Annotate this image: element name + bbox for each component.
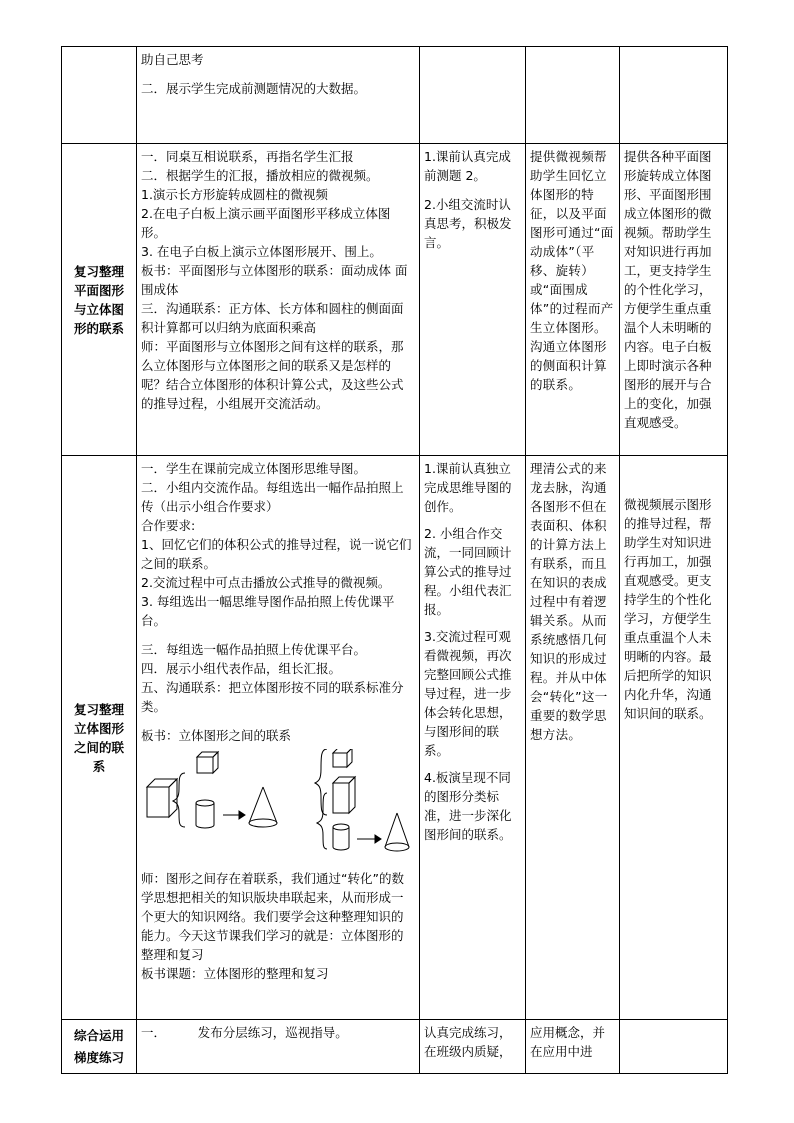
- design-intent-cell: [526, 1020, 620, 1074]
- teacher-activity-cell: [137, 47, 420, 144]
- text-line: 提供微视频帮助学生回忆立体图形的特征，以及平面图形可通过“面动成体”（平移、旋转）或“面围成体”的过程而产生立体图形。沟通立体图形的侧面积计算的联系。: [530, 149, 614, 392]
- text-line: 二．展示学生完成前测题情况的大数据。: [141, 81, 367, 96]
- text-line: 1、回忆它们的体积公式的推导过程，说一说它们之间的联系。: [141, 537, 412, 571]
- text-line: 3.交流过程可观看微视频，再次完整回顾公式推导过程，进一步体会转化思想，与图形间的联系。: [424, 629, 512, 758]
- teacher-activity-cell: [137, 456, 420, 1020]
- design-intent-cell: [526, 456, 620, 1020]
- text-line: 板书：立体图形之间的联系: [141, 728, 292, 743]
- stage-cell: [62, 1020, 137, 1074]
- bracket-shape: [317, 793, 327, 849]
- solid-shapes-diagram: [141, 749, 415, 869]
- table-row: [62, 1020, 728, 1074]
- text-line: 2. 小组合作交流，一同回顾计算公式的推导过程。小组代表汇报。: [424, 526, 512, 617]
- table-row: [62, 47, 728, 144]
- teacher-activity-cell: [137, 144, 420, 456]
- stage-title-line: 梯度练习: [73, 1049, 124, 1065]
- bracket-shape: [315, 749, 327, 815]
- cube-shape: [333, 749, 352, 767]
- text-line: 理清公式的来龙去脉，沟通各图形不但在表面积、体积的计算方法上有联系，而且在知识的表成过程中有着逻辑关系。从而系统感悟几何知识的形成过程。并从中体会“转化”这一重要的数学思想方法。: [530, 461, 608, 742]
- solid-shapes-svg: [141, 749, 415, 869]
- text-line: 1.课前认真独立完成思维导图的创作。: [424, 461, 512, 514]
- cone-shape: [385, 813, 409, 851]
- cuboid-shape: [147, 779, 177, 817]
- cylinder-shape: [196, 800, 214, 828]
- design-intent-cell: [526, 144, 620, 456]
- text-line: 板书：平面图形与立体图形的联系：面动成体 面围成体: [141, 263, 408, 297]
- text-line: 4.板演呈现不同的图形分类标准，进一步深化图形间的联系。: [424, 770, 512, 842]
- teacher-activity-cell: [137, 1020, 420, 1074]
- text-line: 四．展示小组代表作品，组长汇报。: [141, 661, 342, 676]
- text-line: 提供各种平面图形旋转成立体图形、平面图形围成立体图形的微视频。帮助学生对知识进行再加工，更支持学生的个性化学习，方便学生重点重温个人未明晰的内容。电子白板上即时演示各种图形的展开与合上的变化，加强直观感受。: [624, 149, 712, 430]
- text-line: 师：平面图形与立体图形之间有这样的联系，那么立体图形与立体图形之间的联系又是怎样的呢？结合立体图形的体积计算公式，及这些公式的推导过程，小组展开交流活动。: [141, 339, 404, 411]
- stage-title-line: 复习整理: [73, 701, 124, 717]
- resource-cell: [620, 47, 728, 144]
- stage-title-line: 之间的联: [73, 739, 124, 755]
- text-line: 2.在电子白板上演示画平面图形平移成立体图形。: [141, 206, 391, 240]
- student-activity-cell: [420, 1020, 526, 1074]
- text-line: 三．沟通联系：正方体、长方体和圆柱的侧面面积计算都可以归纳为底面积乘高: [141, 301, 404, 335]
- stage-title-line: 复习整理: [73, 263, 124, 279]
- arrow-shape: [357, 835, 381, 843]
- text-line: 一．同桌互相说联系，再指名学生汇报: [141, 149, 354, 164]
- student-activity-cell: [420, 456, 526, 1020]
- text-line: 1.演示长方形旋转成圆柱的微视频: [141, 187, 328, 202]
- resource-cell: [620, 1020, 728, 1074]
- table-row: [62, 144, 728, 456]
- table-row: [62, 456, 728, 1020]
- design-intent-cell: [526, 47, 620, 144]
- text-line: 3. 在电子白板上演示立体图形展开、围上。: [141, 244, 382, 259]
- text-line: 应用概念，并在应用中进: [530, 1025, 606, 1059]
- stage-title-line: 形的联系: [73, 320, 124, 336]
- text-line: 三．每组选一幅作品拍照上传优课平台。: [141, 642, 367, 657]
- resource-cell: [620, 456, 728, 1020]
- resource-cell: [620, 144, 728, 456]
- text-line: 一．学生在课前完成立体图形思维导图。: [141, 461, 367, 476]
- cuboid-shape: [333, 777, 355, 813]
- text-line: 3. 每组选出一幅思维导图作品拍照上传优课平台。: [141, 594, 395, 628]
- stage-cell: [62, 47, 137, 144]
- text-line: 五、沟通联系：把立体图形按不同的联系标准分类。: [141, 680, 404, 714]
- text-line: 助自己思考: [141, 52, 204, 67]
- text-line: 板书课题：立体图形的整理和复习: [141, 966, 329, 981]
- text-line: 师：图形之间存在着联系，我们通过“转化”的数学思想把相关的知识版块串联起来，从而形成一个更大的知识网络。我们要学会这种整理知识的能力。今天这节课我们学习的就是：立体图形的整理和复习: [141, 871, 404, 962]
- text-line: 一． 发布分层练习，巡视指导。: [141, 1025, 348, 1040]
- stage-title-line: 立体图形: [73, 720, 124, 736]
- lesson-plan-table: [61, 46, 728, 1074]
- stage-title-line: 平面图形: [73, 282, 124, 298]
- text-line: 2.交流过程中可点击播放公式推导的微视频。: [141, 575, 391, 590]
- stage-title-line: 综合运用: [73, 1027, 124, 1043]
- text-line: 微视频展示图形的推导过程，帮助学生对知识进行再加工，加强直观感受。更支持学生的个性化学习，方便学生重点重温个人未明晰的内容。最后把所学的知识内化升华，沟通知识间的联系。: [624, 497, 712, 721]
- student-activity-cell: [420, 144, 526, 456]
- text-line: 2.小组交流时认真思考，积极发言。: [424, 197, 512, 250]
- stage-title-line: 与立体图: [73, 301, 124, 317]
- text-line: 二．根据学生的汇报，播放相应的微视频。: [141, 168, 379, 183]
- cylinder-shape: [333, 824, 349, 850]
- text-line: 合作要求:: [141, 518, 196, 533]
- text-line: 认真完成练习，在班级内质疑，: [424, 1025, 512, 1059]
- cube-shape: [197, 752, 218, 773]
- arrow-shape: [223, 811, 245, 819]
- student-activity-cell: [420, 47, 526, 144]
- text-line: 1.课前认真完成前测题 2。: [424, 149, 511, 183]
- stage-cell: [62, 144, 137, 456]
- cone-shape: [249, 787, 277, 827]
- text-line: 二．小组内交流作品。每组选出一幅作品拍照上传（出示小组合作要求）: [141, 480, 404, 514]
- stage-title-line: 系: [92, 758, 106, 774]
- stage-cell: [62, 456, 137, 1020]
